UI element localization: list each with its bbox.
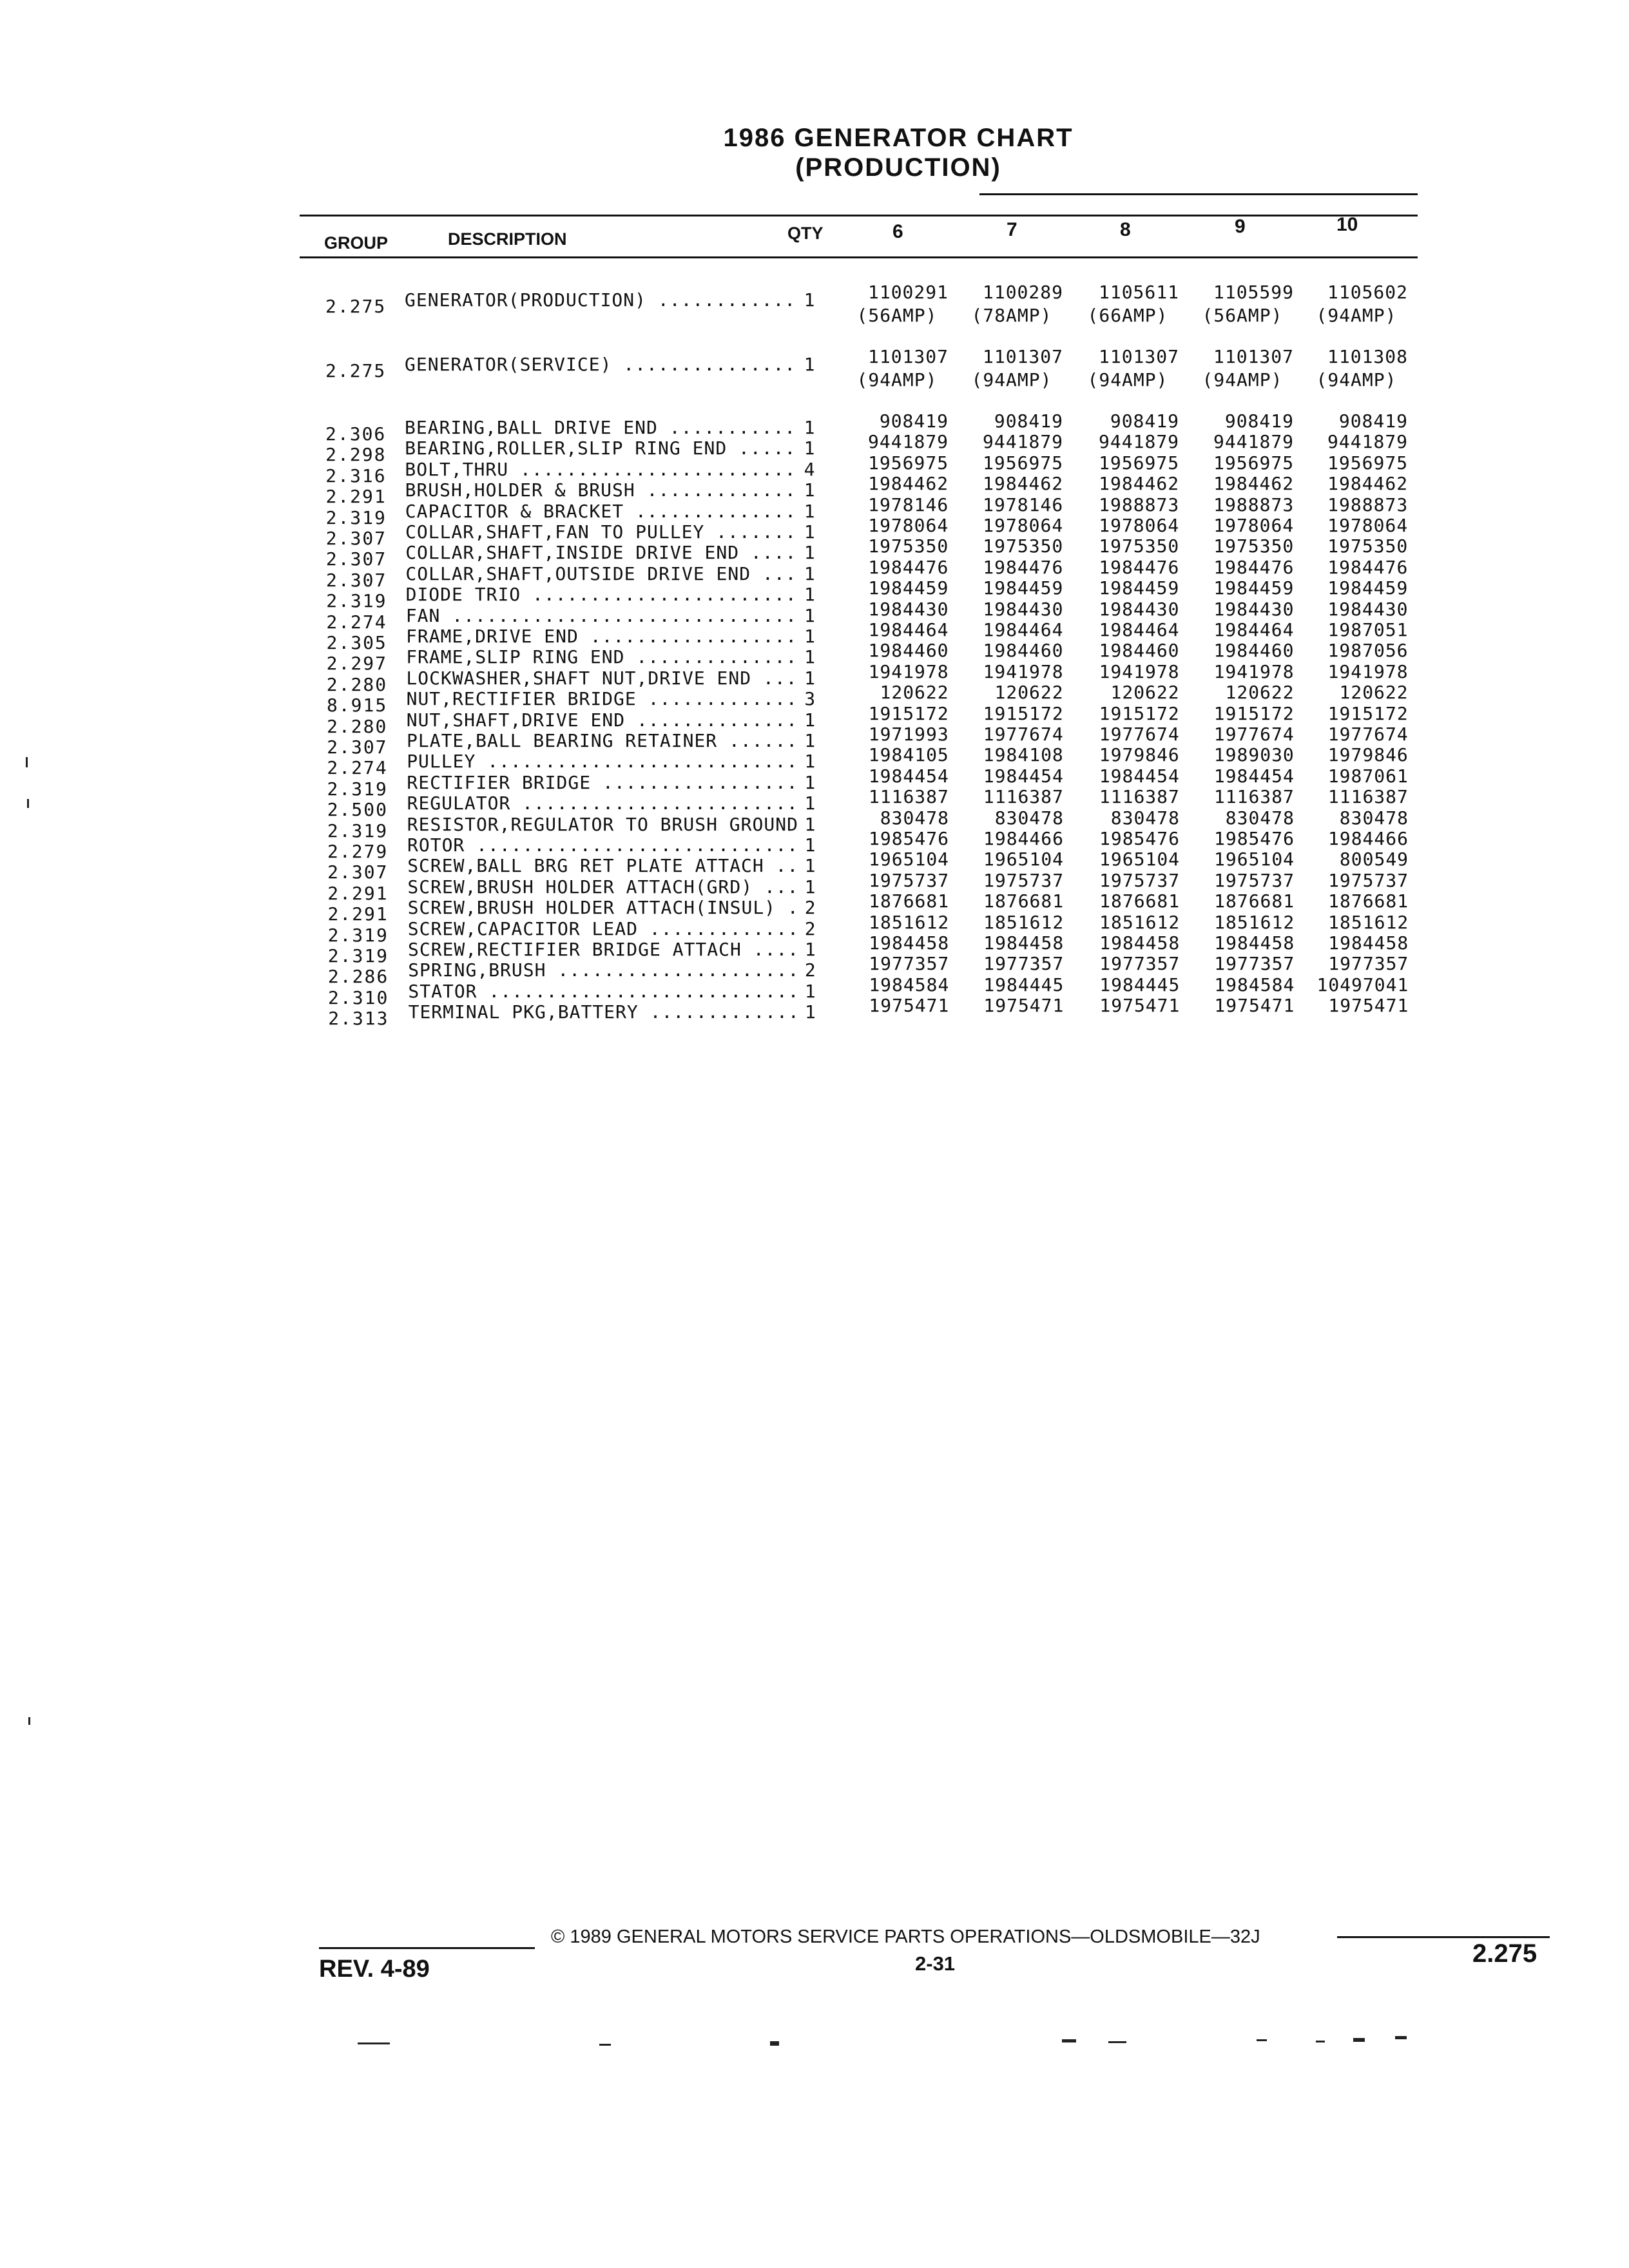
quantity: 1 bbox=[804, 813, 816, 835]
part-number-col-9: 1941978 bbox=[1213, 660, 1295, 682]
amperage-col-7: (78AMP) bbox=[971, 305, 1052, 326]
part-number-col-10: 1101308 bbox=[1327, 346, 1408, 367]
part-number-col-6: 1116387 bbox=[868, 786, 949, 808]
group-number: 2.319 bbox=[327, 924, 389, 946]
part-number-col-8: 1984430 bbox=[1099, 598, 1180, 620]
part-number-col-9: 1876681 bbox=[1214, 890, 1295, 912]
part-number-col-8: 1975471 bbox=[1099, 995, 1181, 1017]
part-description: COLLAR,SHAFT,FAN TO PULLEY ....... bbox=[405, 522, 797, 543]
part-number-col-7: 1984454 bbox=[983, 765, 1064, 787]
amperage-col-8: (94AMP) bbox=[1087, 369, 1168, 390]
part-number-col-6: 1984458 bbox=[869, 932, 950, 954]
quantity: 3 bbox=[804, 688, 816, 710]
part-number-col-7: 1101307 bbox=[982, 346, 1063, 367]
quantity: 1 bbox=[804, 417, 815, 438]
part-number-col-9: 1984462 bbox=[1213, 473, 1295, 495]
part-number-col-10: 1851612 bbox=[1328, 911, 1409, 933]
part-description: COLLAR,SHAFT,OUTSIDE DRIVE END ... bbox=[405, 563, 797, 584]
part-number-col-9: 1984464 bbox=[1213, 619, 1295, 640]
part-number-col-8: 1975737 bbox=[1099, 869, 1181, 891]
part-number-col-8: 1941978 bbox=[1099, 660, 1180, 682]
part-number-col-7: 1915172 bbox=[983, 702, 1064, 724]
part-number-col-6: 120622 bbox=[880, 682, 949, 704]
part-number-col-6: 1100291 bbox=[867, 282, 949, 303]
part-number-col-10: 10497041 bbox=[1316, 974, 1409, 995]
part-number-col-6: 1975350 bbox=[868, 535, 949, 557]
part-number-col-8: 1978064 bbox=[1099, 515, 1180, 536]
group-number: 2.307 bbox=[325, 528, 387, 549]
scan-mark bbox=[358, 2042, 390, 2044]
part-number-col-8: 1984476 bbox=[1099, 556, 1180, 578]
part-number-col-7: 1984459 bbox=[983, 577, 1064, 599]
group-number: 2.275 bbox=[325, 360, 387, 381]
group-number: 2.306 bbox=[325, 423, 387, 445]
group-number: 2.316 bbox=[325, 465, 387, 486]
part-number-col-6: 1971993 bbox=[868, 724, 949, 745]
part-number-col-10: 1978064 bbox=[1327, 515, 1409, 536]
scan-mark bbox=[1353, 2038, 1365, 2042]
part-number-col-6: 1984105 bbox=[868, 744, 949, 766]
page-number: 2-31 bbox=[915, 1952, 956, 1975]
quantity: 1 bbox=[804, 709, 816, 731]
part-number-col-9: 1984460 bbox=[1213, 640, 1295, 662]
part-number-col-7: 1984460 bbox=[983, 640, 1064, 662]
part-number-col-10: 9441879 bbox=[1327, 431, 1409, 453]
part-number-col-9: 120622 bbox=[1225, 682, 1295, 704]
group-number: 2.291 bbox=[327, 882, 389, 904]
part-number-col-9: 1984584 bbox=[1214, 974, 1295, 995]
part-number-col-10: 1975737 bbox=[1328, 869, 1409, 891]
group-number: 2.274 bbox=[327, 757, 388, 779]
part-number-col-8: 908419 bbox=[1110, 410, 1179, 432]
part-number-col-8: 1984459 bbox=[1099, 577, 1180, 599]
part-number-col-9: 1977674 bbox=[1213, 724, 1295, 745]
amperage-col-7: (94AMP) bbox=[971, 369, 1052, 390]
part-number-col-6: 1965104 bbox=[869, 849, 950, 870]
part-number-col-10: 1956975 bbox=[1327, 452, 1409, 474]
quantity: 1 bbox=[804, 646, 815, 668]
scan-mark bbox=[26, 757, 28, 767]
amperage-col-10: (94AMP) bbox=[1316, 305, 1397, 326]
amperage-col-9: (56AMP) bbox=[1202, 305, 1283, 326]
table-row bbox=[0, 282, 1629, 326]
group-number: 2.500 bbox=[327, 799, 388, 821]
quantity: 1 bbox=[804, 500, 815, 522]
part-number-col-9: 830478 bbox=[1225, 807, 1295, 829]
quantity: 1 bbox=[804, 604, 815, 626]
part-number-col-8: 1105611 bbox=[1098, 282, 1179, 303]
chart-subtitle: (PRODUCTION) bbox=[795, 153, 1001, 182]
part-number-col-6: 1101307 bbox=[867, 346, 949, 367]
part-number-col-6: 1941978 bbox=[868, 660, 949, 682]
part-number-col-10: 1977674 bbox=[1327, 724, 1409, 745]
part-number-col-7: 1851612 bbox=[983, 911, 1065, 933]
part-description: BOLT,THRU ........................ bbox=[405, 459, 796, 480]
part-description: FRAME,DRIVE END .................. bbox=[406, 626, 798, 647]
part-description: SCREW,BRUSH HOLDER ATTACH(GRD) ... bbox=[407, 876, 799, 898]
part-number-col-7: 830478 bbox=[994, 807, 1064, 829]
quantity: 1 bbox=[804, 1001, 816, 1023]
part-number-col-7: 1984430 bbox=[983, 598, 1064, 620]
part-number-col-9: 1978064 bbox=[1213, 515, 1295, 536]
column-header-10: 10 bbox=[1336, 214, 1358, 235]
group-number: 2.319 bbox=[325, 506, 387, 528]
part-number-col-9: 1101307 bbox=[1213, 346, 1294, 367]
column-header-description: DESCRIPTION bbox=[448, 229, 567, 249]
quantity: 1 bbox=[804, 437, 815, 459]
quantity: 1 bbox=[804, 793, 816, 814]
part-number-col-8: 1984458 bbox=[1099, 932, 1181, 954]
part-number-col-7: 1984476 bbox=[983, 556, 1064, 578]
quantity: 1 bbox=[804, 980, 816, 1002]
part-number-col-7: 1984466 bbox=[983, 828, 1064, 849]
part-number-col-7: 1941978 bbox=[983, 660, 1064, 682]
quantity: 1 bbox=[804, 479, 815, 501]
scan-mark bbox=[1062, 2039, 1076, 2042]
part-description: BEARING,BALL DRIVE END ........... bbox=[405, 418, 796, 438]
part-description: BRUSH,HOLDER & BRUSH ............. bbox=[405, 480, 796, 501]
part-number-col-7: 1984464 bbox=[983, 619, 1064, 640]
quantity: 1 bbox=[804, 855, 816, 877]
part-description: SPRING,BRUSH ..................... bbox=[408, 960, 800, 981]
part-number-col-8: 1851612 bbox=[1099, 911, 1181, 933]
quantity: 1 bbox=[804, 751, 816, 773]
part-number-col-9: 1956975 bbox=[1213, 452, 1295, 474]
amperage-col-9: (94AMP) bbox=[1202, 369, 1283, 390]
part-description: FRAME,SLIP RING END .............. bbox=[406, 647, 798, 668]
part-number-col-9: 1975737 bbox=[1214, 869, 1295, 891]
part-number-col-6: 1984462 bbox=[868, 473, 949, 495]
part-number-col-10: 1988873 bbox=[1327, 494, 1409, 515]
part-number-col-9: 1985476 bbox=[1213, 828, 1295, 849]
column-header-8: 8 bbox=[1120, 219, 1131, 240]
part-number-col-6: 1985476 bbox=[868, 828, 949, 849]
part-number-col-10: 1116387 bbox=[1327, 786, 1409, 808]
copyright-notice: © 1989 GENERAL MOTORS SERVICE PARTS OPERATIONS—OLDSMOBILE—32J bbox=[551, 1927, 1260, 1947]
part-number-col-9: 9441879 bbox=[1213, 431, 1295, 453]
group-number: 8.915 bbox=[326, 695, 388, 716]
part-number-col-9: 1105599 bbox=[1213, 282, 1294, 303]
part-number-col-8: 9441879 bbox=[1099, 431, 1180, 453]
part-number-col-7: 1975471 bbox=[983, 995, 1065, 1017]
header-top-rule bbox=[979, 193, 1418, 195]
part-number-col-7: 1984462 bbox=[983, 473, 1064, 495]
part-description: SCREW,RECTIFIER BRIDGE ATTACH .... bbox=[408, 939, 800, 960]
group-number: 2.280 bbox=[327, 715, 388, 737]
part-number-col-7: 1975350 bbox=[983, 535, 1064, 557]
group-number: 2.319 bbox=[327, 820, 389, 841]
group-number: 2.307 bbox=[326, 569, 387, 591]
part-number-col-7: 120622 bbox=[994, 682, 1064, 704]
part-number-col-6: 1978064 bbox=[868, 515, 949, 536]
part-description: DIODE TRIO ....................... bbox=[405, 584, 797, 606]
part-number-col-10: 1987056 bbox=[1327, 640, 1409, 662]
part-description: PLATE,BALL BEARING RETAINER ...... bbox=[407, 731, 798, 751]
part-number-col-7: 9441879 bbox=[983, 431, 1064, 453]
quantity: 1 bbox=[804, 289, 815, 311]
quantity: 1 bbox=[804, 354, 815, 375]
part-number-col-8: 1956975 bbox=[1099, 452, 1180, 474]
part-number-col-8: 1984460 bbox=[1099, 640, 1180, 662]
part-number-col-7: 1876681 bbox=[983, 890, 1065, 912]
part-number-col-10: 1984466 bbox=[1327, 828, 1409, 849]
part-number-col-9: 1851612 bbox=[1214, 911, 1295, 933]
part-description: BEARING,ROLLER,SLIP RING END ..... bbox=[405, 438, 796, 459]
part-number-col-10: 1984458 bbox=[1328, 932, 1409, 954]
part-description: COLLAR,SHAFT,INSIDE DRIVE END .... bbox=[405, 543, 797, 564]
group-number: 2.310 bbox=[328, 986, 389, 1008]
group-number: 2.307 bbox=[327, 736, 388, 758]
part-number-col-6: 1984460 bbox=[868, 640, 949, 662]
amperage-col-8: (66AMP) bbox=[1087, 305, 1168, 326]
part-number-col-6: 1851612 bbox=[869, 911, 950, 933]
part-description: SCREW,CAPACITOR LEAD ............. bbox=[407, 918, 799, 939]
part-number-col-8: 1876681 bbox=[1099, 890, 1181, 912]
part-number-col-8: 1984454 bbox=[1099, 765, 1180, 787]
part-number-col-9: 1989030 bbox=[1213, 744, 1295, 766]
part-number-col-7: 1100289 bbox=[982, 282, 1063, 303]
amperage-col-6: (94AMP) bbox=[856, 369, 938, 390]
part-number-col-8: 1984462 bbox=[1099, 473, 1180, 495]
footer-rule-right bbox=[1337, 1936, 1550, 1938]
column-header-7: 7 bbox=[1007, 219, 1017, 240]
part-number-col-8: 120622 bbox=[1110, 682, 1180, 704]
part-number-col-9: 1988873 bbox=[1213, 494, 1295, 515]
part-number-col-9: 1984458 bbox=[1214, 932, 1295, 954]
part-number-col-10: 1984459 bbox=[1327, 577, 1409, 599]
footer-rule-left bbox=[319, 1947, 535, 1949]
part-number-col-8: 1116387 bbox=[1099, 786, 1180, 808]
part-number-col-7: 1977357 bbox=[983, 953, 1065, 975]
quantity: 1 bbox=[804, 667, 816, 689]
scan-mark bbox=[27, 799, 29, 808]
part-number-col-6: 9441879 bbox=[868, 431, 949, 453]
part-number-col-10: 908419 bbox=[1338, 410, 1408, 432]
part-number-col-7: 1975737 bbox=[983, 869, 1065, 891]
group-number: 2.319 bbox=[327, 778, 388, 800]
part-number-col-8: 1975350 bbox=[1099, 535, 1180, 557]
part-number-col-7: 1978064 bbox=[983, 515, 1064, 536]
scan-mark bbox=[770, 2041, 779, 2046]
part-number-col-10: 1105602 bbox=[1327, 282, 1408, 303]
part-number-col-7: 1116387 bbox=[983, 786, 1064, 808]
part-number-col-8: 1977357 bbox=[1099, 953, 1181, 975]
part-description: RECTIFIER BRIDGE ................. bbox=[407, 772, 798, 793]
part-number-col-6: 1984476 bbox=[868, 556, 949, 578]
part-number-col-9: 1975471 bbox=[1214, 995, 1295, 1017]
part-number-col-7: 1984458 bbox=[983, 932, 1065, 954]
group-number: 2.305 bbox=[326, 632, 387, 653]
part-number-col-6: 1876681 bbox=[869, 890, 950, 912]
group-number: 2.307 bbox=[325, 548, 387, 570]
part-description: FAN .............................. bbox=[405, 605, 797, 626]
scan-mark bbox=[1108, 2041, 1126, 2043]
part-number-col-10: 120622 bbox=[1339, 682, 1409, 704]
part-number-col-8: 1984445 bbox=[1099, 974, 1181, 995]
part-number-col-7: 1984445 bbox=[983, 974, 1065, 995]
table-row bbox=[0, 346, 1629, 390]
group-number: 2.297 bbox=[326, 653, 387, 675]
part-number-col-6: 1977357 bbox=[869, 953, 950, 975]
part-number-col-6: 1984430 bbox=[868, 598, 949, 620]
header-top-rule-left bbox=[300, 215, 1418, 216]
part-number-col-8: 1977674 bbox=[1099, 724, 1180, 745]
part-number-col-10: 1977357 bbox=[1328, 953, 1409, 975]
quantity: 2 bbox=[804, 959, 816, 981]
part-description: NUT,SHAFT,DRIVE END .............. bbox=[406, 709, 798, 731]
scan-mark bbox=[1316, 2041, 1325, 2042]
part-number-col-9: 1977357 bbox=[1214, 953, 1295, 975]
part-number-col-9: 1984476 bbox=[1213, 556, 1295, 578]
group-number: 2.298 bbox=[325, 444, 387, 466]
section-number: 2.275 bbox=[1472, 1939, 1537, 1968]
column-header-group: GROUP bbox=[324, 233, 389, 253]
part-number-col-7: 1978146 bbox=[983, 494, 1064, 515]
quantity: 1 bbox=[804, 521, 815, 543]
part-description: NUT,RECTIFIER BRIDGE ............. bbox=[406, 689, 798, 710]
part-number-col-8: 1979846 bbox=[1099, 744, 1180, 766]
group-number: 2.319 bbox=[327, 945, 389, 966]
scan-mark bbox=[28, 1717, 30, 1725]
part-number-col-8: 1965104 bbox=[1099, 849, 1181, 870]
amperage-col-6: (56AMP) bbox=[856, 305, 938, 326]
quantity: 1 bbox=[804, 584, 815, 606]
quantity: 1 bbox=[804, 939, 816, 960]
group-number: 2.280 bbox=[326, 673, 388, 695]
part-description: TERMINAL PKG,BATTERY ............. bbox=[408, 1002, 800, 1023]
part-number-col-10: 1984476 bbox=[1327, 556, 1409, 578]
group-number: 2.291 bbox=[325, 486, 387, 508]
column-header-qty: QTY bbox=[787, 224, 824, 243]
part-number-col-10: 1984430 bbox=[1327, 598, 1409, 620]
part-number-col-9: 1984454 bbox=[1213, 765, 1295, 787]
quantity: 2 bbox=[804, 918, 816, 939]
part-number-col-9: 1984430 bbox=[1213, 598, 1295, 620]
part-number-col-8: 1984464 bbox=[1099, 619, 1180, 640]
group-number: 2.274 bbox=[326, 611, 387, 633]
quantity: 4 bbox=[804, 458, 815, 480]
part-number-col-6: 1915172 bbox=[868, 702, 949, 724]
quantity: 1 bbox=[804, 542, 815, 564]
part-number-col-10: 1987051 bbox=[1327, 619, 1409, 640]
part-description: SCREW,BALL BRG RET PLATE ATTACH .. bbox=[407, 856, 799, 877]
column-header-6: 6 bbox=[892, 221, 903, 242]
part-number-col-9: 1116387 bbox=[1213, 786, 1295, 808]
part-number-col-6: 1984459 bbox=[868, 577, 949, 599]
part-number-col-6: 830478 bbox=[880, 807, 949, 829]
part-number-col-6: 908419 bbox=[879, 410, 949, 432]
scan-mark bbox=[599, 2044, 611, 2046]
part-number-col-10: 1941978 bbox=[1327, 660, 1409, 682]
part-description: GENERATOR(PRODUCTION) ............ bbox=[405, 290, 796, 311]
part-number-col-8: 1985476 bbox=[1099, 828, 1180, 849]
quantity: 1 bbox=[804, 730, 816, 751]
part-number-col-6: 1956975 bbox=[868, 452, 949, 474]
part-number-col-6: 1975737 bbox=[869, 869, 950, 891]
part-number-col-10: 1987061 bbox=[1327, 765, 1409, 787]
group-number: 2.286 bbox=[327, 966, 389, 988]
group-number: 2.307 bbox=[327, 861, 389, 883]
part-number-col-6: 1984454 bbox=[868, 765, 949, 787]
scan-mark bbox=[1395, 2036, 1407, 2039]
part-number-col-9: 1915172 bbox=[1213, 702, 1295, 724]
part-number-col-8: 1101307 bbox=[1098, 346, 1179, 367]
part-number-col-9: 1975350 bbox=[1213, 535, 1295, 557]
part-number-col-6: 1978146 bbox=[868, 494, 949, 515]
part-number-col-7: 908419 bbox=[994, 410, 1063, 432]
quantity: 1 bbox=[804, 771, 816, 793]
quantity: 1 bbox=[804, 626, 815, 647]
header-bottom-rule bbox=[300, 256, 1418, 258]
part-number-col-9: 1965104 bbox=[1214, 849, 1295, 870]
part-description: REGULATOR ........................ bbox=[407, 793, 798, 814]
part-description: GENERATOR(SERVICE) ............... bbox=[405, 354, 796, 375]
part-description: STATOR ........................... bbox=[408, 981, 800, 1002]
part-number-col-10: 1975471 bbox=[1328, 995, 1409, 1017]
group-number: 2.291 bbox=[327, 903, 389, 925]
scan-mark bbox=[1257, 2039, 1267, 2041]
group-number: 2.319 bbox=[326, 590, 387, 612]
part-number-col-10: 800549 bbox=[1339, 849, 1409, 870]
amperage-col-10: (94AMP) bbox=[1316, 369, 1397, 390]
column-header-9: 9 bbox=[1235, 216, 1246, 237]
group-number: 2.275 bbox=[325, 296, 387, 317]
part-number-col-10: 1876681 bbox=[1328, 890, 1409, 912]
part-number-col-10: 1979846 bbox=[1327, 744, 1409, 766]
group-number: 2.279 bbox=[327, 841, 389, 862]
part-number-col-10: 1984462 bbox=[1327, 473, 1409, 495]
part-number-col-10: 1975350 bbox=[1327, 535, 1409, 557]
part-number-col-8: 1915172 bbox=[1099, 702, 1180, 724]
part-number-col-7: 1956975 bbox=[983, 452, 1064, 474]
quantity: 2 bbox=[804, 897, 816, 919]
part-number-col-8: 830478 bbox=[1110, 807, 1180, 829]
part-number-col-6: 1975471 bbox=[869, 995, 950, 1017]
quantity: 1 bbox=[804, 876, 816, 898]
part-description: LOCKWASHER,SHAFT NUT,DRIVE END ... bbox=[406, 668, 798, 689]
part-description: SCREW,BRUSH HOLDER ATTACH(INSUL) . bbox=[407, 898, 799, 919]
part-number-col-7: 1977674 bbox=[983, 724, 1064, 745]
part-number-col-6: 1984584 bbox=[869, 974, 950, 995]
part-number-col-10: 830478 bbox=[1339, 807, 1409, 829]
part-number-col-7: 1984108 bbox=[983, 744, 1064, 766]
part-description: ROTOR ............................ bbox=[407, 835, 799, 856]
part-number-col-7: 1965104 bbox=[983, 849, 1065, 870]
part-number-col-9: 908419 bbox=[1224, 410, 1294, 432]
chart-title: 1986 GENERATOR CHART bbox=[723, 124, 1074, 152]
part-description: CAPACITOR & BRACKET .............. bbox=[405, 501, 796, 522]
part-number-col-9: 1984459 bbox=[1213, 577, 1295, 599]
revision-label: REV. 4-89 bbox=[319, 1956, 430, 1983]
part-number-col-8: 1988873 bbox=[1099, 494, 1180, 515]
part-description: RESISTOR,REGULATOR TO BRUSH GROUND bbox=[407, 814, 798, 835]
part-description: PULLEY ........................... bbox=[407, 751, 798, 773]
part-number-col-10: 1915172 bbox=[1327, 702, 1409, 724]
quantity: 1 bbox=[804, 562, 815, 584]
part-number-col-6: 1984464 bbox=[868, 619, 949, 640]
quantity: 1 bbox=[804, 834, 816, 856]
group-number: 2.313 bbox=[328, 1008, 389, 1030]
